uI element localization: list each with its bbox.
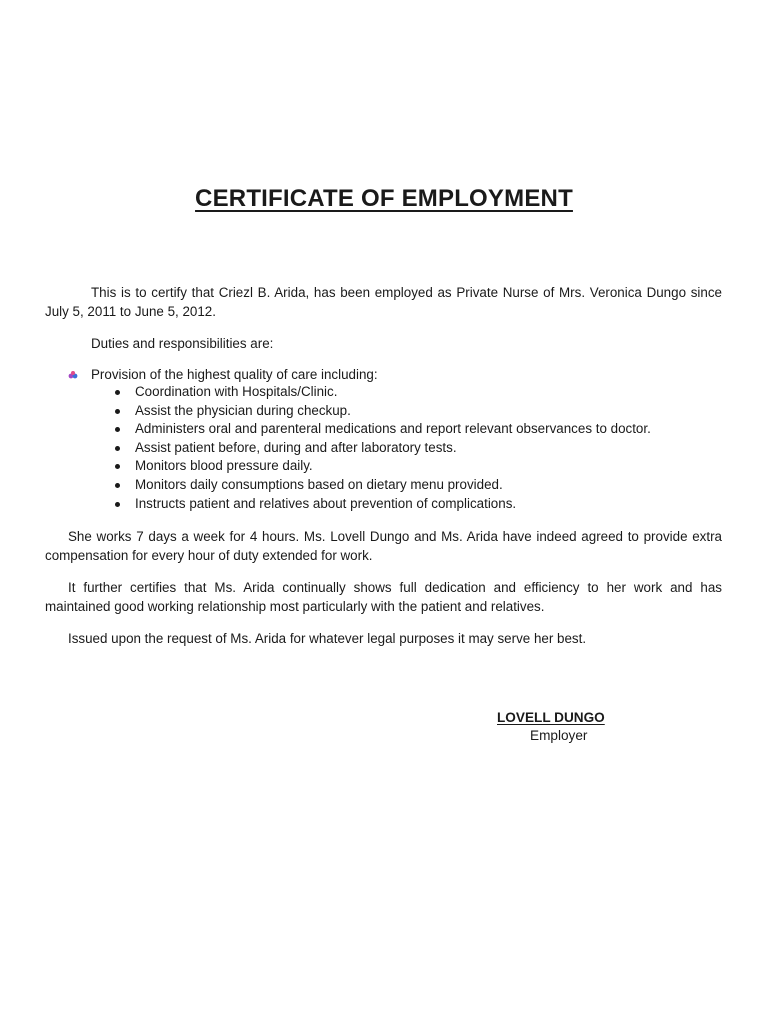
round-bullet-icon xyxy=(115,427,120,432)
list-item: Instructs patient and relatives about prevention of complications. xyxy=(112,495,651,514)
list-item: Coordination with Hospitals/Clinic. xyxy=(112,383,651,402)
duties-list xyxy=(112,383,651,513)
schedule-paragraph: She works 7 days a week for 4 hours. Ms. Lovell Dungo and Ms. Arida have indeed agreed to provide extra compensation for every hour of duty extended for work. xyxy=(45,529,722,563)
duties-heading: Duties and responsibilities are: xyxy=(91,336,274,351)
list-item: Administers oral and parenteral medications and report relevant observances to doctor. xyxy=(112,420,651,439)
signatory-role: Employer xyxy=(530,728,588,743)
dedication-paragraph: It further certifies that Ms. Arida continually shows full dedication and efficiency to her work and has maintained good working relationship most particularly with the patient and relatives. xyxy=(45,580,722,614)
round-bullet-icon xyxy=(115,409,120,414)
decorative-bullet-icon xyxy=(67,368,79,380)
list-item: Monitors blood pressure daily. xyxy=(112,457,651,476)
round-bullet-icon xyxy=(115,502,120,507)
list-item: Monitors daily consumptions based on dietary menu provided. xyxy=(112,476,651,495)
round-bullet-icon xyxy=(115,446,120,451)
round-bullet-icon xyxy=(115,390,120,395)
document-title: CERTIFICATE OF EMPLOYMENT xyxy=(195,185,573,212)
intro-paragraph: This is to certify that Criezl B. Arida, has been employed as Private Nurse of Mrs. Veronica Dungo since July 5, 2011 to June 5, 2012. xyxy=(45,285,722,319)
round-bullet-icon xyxy=(115,483,120,488)
list-item: Assist the physician during checkup. xyxy=(112,402,651,421)
round-bullet-icon xyxy=(115,464,120,469)
signatory-name: LOVELL DUNGO xyxy=(497,710,605,725)
issued-paragraph: Issued upon the request of Ms. Arida for whatever legal purposes it may serve her best. xyxy=(68,631,587,646)
list-item: Assist patient before, during and after laboratory tests. xyxy=(112,439,651,458)
main-duty-label: Provision of the highest quality of care including: xyxy=(91,367,378,382)
